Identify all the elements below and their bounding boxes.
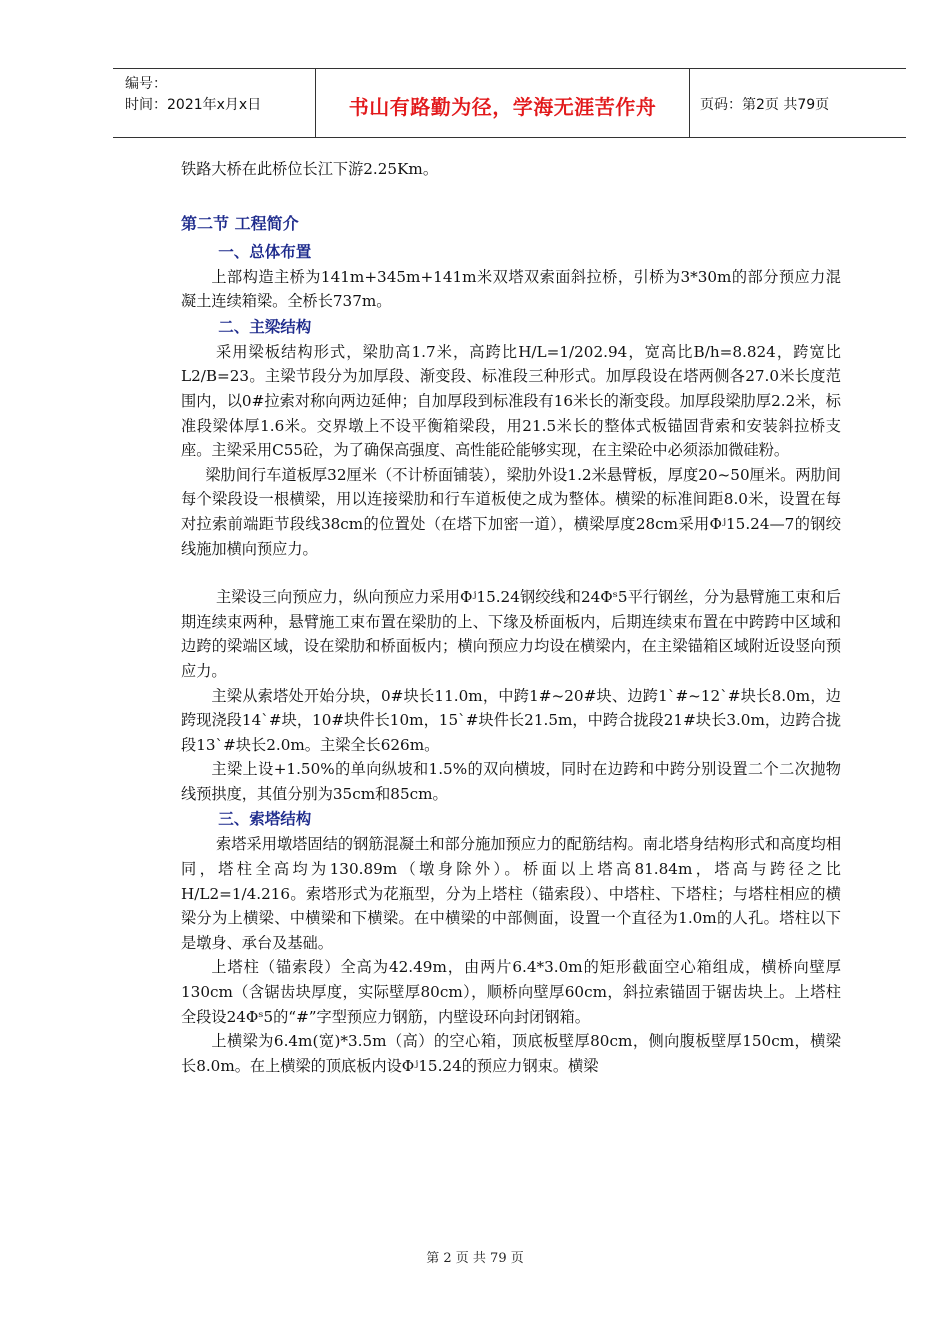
time-label: 时间：2021年x月x日 xyxy=(125,97,262,113)
motto-text: 书山有路勤为径，学海无涯苦作舟 xyxy=(348,95,657,119)
header-page-cell xyxy=(690,69,906,137)
paragraph: 主梁从索塔处开始分块，0#块长11.0m，中跨1#~20#块、边跨1`#~12`#块长8.0m，边跨现浇段14`#块，10#块件长10m，15`#块件长21.5m，中跨合拢段21#块长3.0m，边跨合拢段13`#块长2.0m。主梁全长626m。 xyxy=(181,686,841,754)
paragraph: 上横梁为6.4m(宽)*3.5m（高）的空心箱，顶底板壁厚80cm，侧向腹板壁厚150cm，横梁长8.0m。在上横梁的顶底板内设Φʲ15.24的预应力钢束。横梁 xyxy=(181,1032,841,1075)
paragraph: 主梁设三向预应力，纵向预应力采用Φʲ15.24钢绞线和24Φˢ5平行钢丝，分为悬臂施工束和后期连续束两种，悬臂施工束布置在梁肋的上、下缘及桥面板内，后期连续束布置在中跨跨中区域和边跨的梁端区域，设在梁肋和桥面板内；横向预应力均设在横梁内，在主梁锚箱区域附近设竖向预应力。 xyxy=(181,588,841,680)
document-body xyxy=(181,157,841,1078)
paragraph: 上部构造主桥为141m+345m+141m米双塔双索面斜拉桥，引桥为3*30m的部分预应力混凝土连续箱梁。全桥长737m。 xyxy=(181,267,841,311)
intro-line: 铁路大桥在此桥位长江下游2.25Km。 xyxy=(181,160,439,178)
paragraph: 上塔柱（锚索段）全高为42.49m，由两片6.4*3.0m的矩形截面空心箱组成，横桥向壁厚130cm（含锯齿块厚度，实际壁厚80cm），顺桥向壁厚60cm，斜拉索锚固于锯齿块上。上塔柱全段设24Φˢ5的“#”字型预应力钢筋，内壁设环向封闭钢箱。 xyxy=(181,958,841,1026)
page-code: 页码：第2页 共79页 xyxy=(700,97,830,113)
page-footer: 第 2 页 共 79 页 xyxy=(426,1251,524,1266)
paragraph: 索塔采用墩塔固结的钢筋混凝土和部分施加预应力的配筋结构。南北塔身结构形式和高度均相同，塔柱全高均为130.89m（墩身除外）。桥面以上塔高81.84m，塔高与跨径之比H/L2=1/4.216。索塔形式为花瓶型，分为上塔柱（锚索段）、中塔柱、下塔柱；与塔柱相应的横梁分为上横梁、中横梁和下横梁。在中横梁的中部侧面，设置一个直径为1.0m的人孔。塔柱以下是墩身、承台及基础。 xyxy=(181,835,841,952)
subsection-title-tower: 三、索塔结构 xyxy=(218,810,312,829)
number-label: 编号： xyxy=(125,76,167,92)
subsection-title-girder: 二、主梁结构 xyxy=(218,317,312,336)
paragraph: 梁肋间行车道板厚32厘米（不计桥面铺装），梁肋外设1.2米悬臂板，厚度20~50厘米。两肋间每个梁段设一根横梁，用以连接梁肋和行车道板使之成为整体。横梁的标准间距8.0米，设置在每对拉索前端距节段线38cm的位置处（在塔下加密一道），横梁厚度28cm采用Φʲ15.24—7的钢绞线施加横向预应力。 xyxy=(181,465,841,558)
blank-line xyxy=(181,561,841,585)
header-motto-cell xyxy=(316,69,690,137)
page-header xyxy=(113,68,906,138)
paragraph: 采用梁板结构形式，梁肋高1.7米，高跨比H/L=1/202.94，宽高比B/h=8.824，跨宽比L2/B=23。主梁节段分为加厚段、渐变段、标准段三种形式。加厚段设在塔两侧各27.0米长度范围内，以0#拉索对称向两边延伸；自加厚段到标准段有16米长的渐变段。加厚段梁肋厚2.2米，标准段梁体厚1.6米。交界墩上不设平衡箱梁段，用21.5米长的整体式板锚固背索和安装斜拉桥支座。主梁采用C55砼，为了确保高强度、高性能砼能够实现，在主梁砼中必须添加微硅粉。 xyxy=(181,342,841,460)
section-title: 第二节 工程简介 xyxy=(181,213,299,233)
paragraph: 主梁上设+1.50%的单向纵坡和1.5%的双向横坡，同时在边跨和中跨分别设置二个二次抛物线预拱度，其值分别为35cm和85cm。 xyxy=(181,760,841,803)
header-meta-cell xyxy=(113,69,316,137)
subsection-title-layout: 一、总体布置 xyxy=(218,242,312,261)
